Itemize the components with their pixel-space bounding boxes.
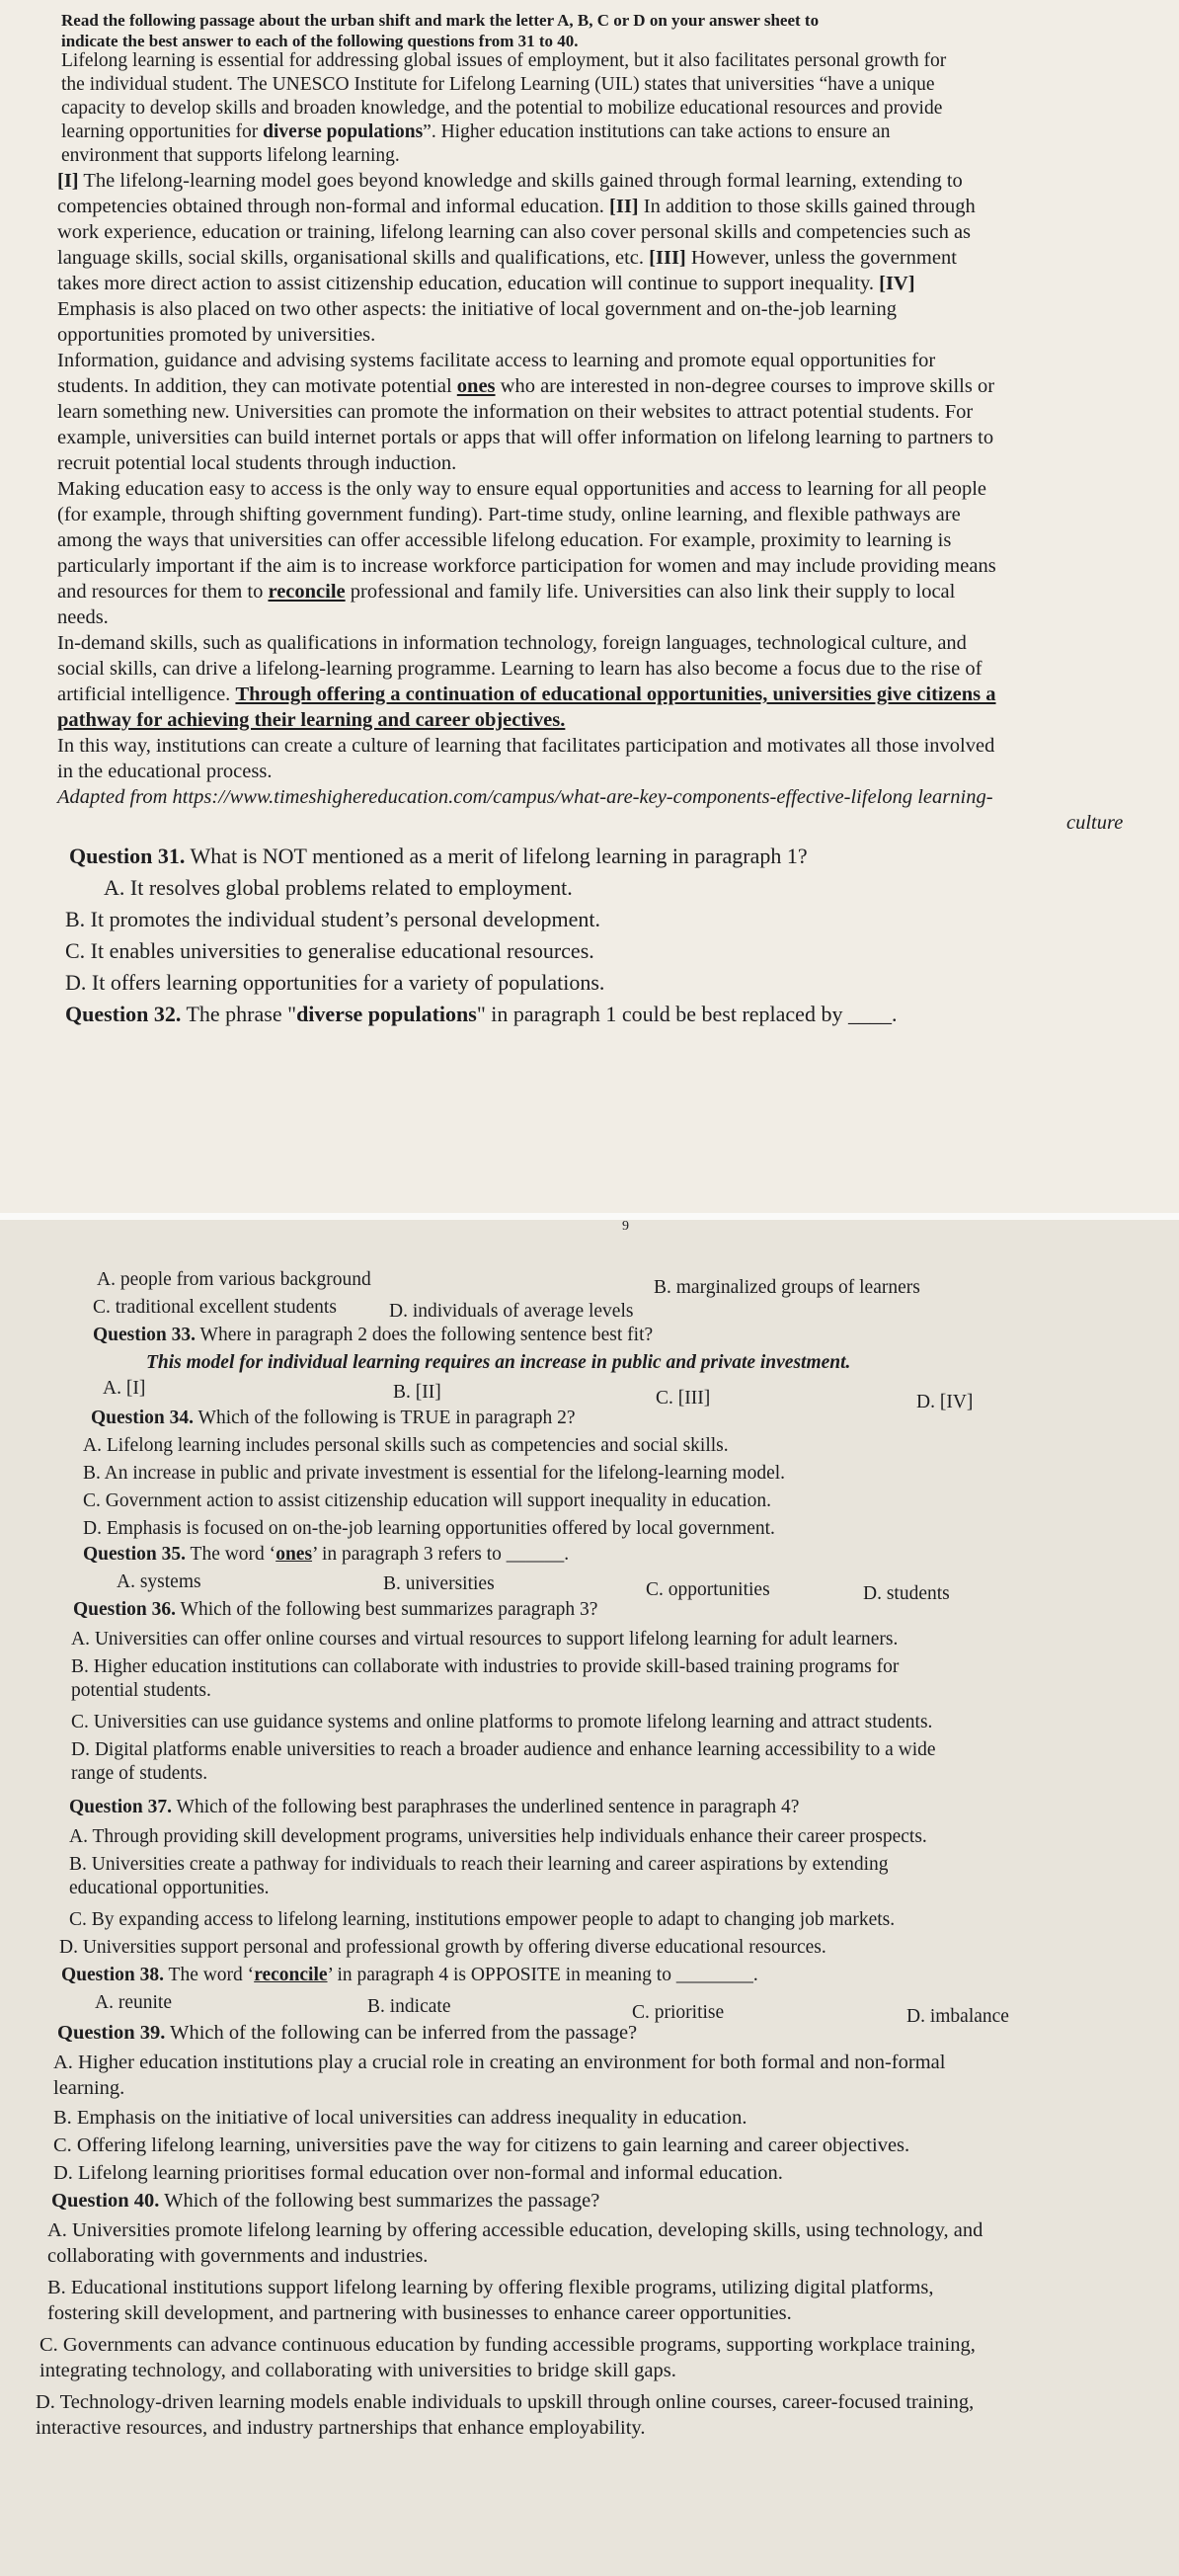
underlined-sentence: pathway for achieving their learning and career objectives. — [57, 709, 566, 731]
passage-line: In this way, institutions can create a culture of learning that facilitates participation and motivates all those involved — [57, 735, 995, 757]
question-stem: Question 31. What is NOT mentioned as a merit of lifelong learning in paragraph 1? — [69, 844, 808, 868]
passage-line: language skills, social skills, organisational skills and qualifications, etc. [III] However, unless the government — [57, 247, 957, 269]
reconcile-word: reconcile — [268, 581, 346, 603]
passage-line: environment that supports lifelong learning. — [61, 145, 400, 166]
option-d[interactable]: D. Technology-driven learning models enable individuals to upskill through online courses, career-focused training, — [36, 2391, 975, 2413]
option-a[interactable]: A. It resolves global problems related to employment. — [104, 875, 573, 900]
option-a[interactable]: A. Through providing skill development programs, universities help individuals enhance their career prospects. — [69, 1826, 927, 1847]
question-stem: Question 38. The word ‘reconcile’ in paragraph 4 is OPPOSITE in meaning to ________. — [61, 1965, 758, 1985]
option-c[interactable]: C. traditional excellent students — [93, 1297, 337, 1318]
passage-line: learning opportunities for diverse populations”. Higher education institutions can take actions to ensure an — [61, 121, 891, 142]
option-b[interactable]: B. universities — [383, 1573, 495, 1594]
passage-line: students. In addition, they can motivate potential ones who are interested in non-degree courses to improve skills or — [57, 375, 995, 397]
option-d-cont: interactive resources, and industry partnerships that enhance employability. — [36, 2417, 646, 2439]
option-a[interactable]: A. [I] — [103, 1378, 146, 1399]
passage-line: needs. — [57, 606, 109, 628]
option-d[interactable]: D. imbalance — [906, 2006, 1009, 2027]
option-c-cont: integrating technology, and collaborating with universities to bridge skill gaps. — [39, 2360, 676, 2381]
source-citation-end: culture — [1066, 812, 1124, 834]
option-d[interactable]: D. It offers learning opportunities for a variety of populations. — [65, 970, 605, 995]
question-32-stem: Question 32. The phrase "diverse populations" in paragraph 1 could be best replaced by ____. — [65, 1002, 898, 1026]
option-d[interactable]: D. individuals of average levels — [389, 1301, 634, 1322]
option-a-cont: collaborating with governments and industries. — [47, 2245, 429, 2267]
option-d[interactable]: D. [IV] — [916, 1392, 974, 1412]
passage-line: social skills, can drive a lifelong-learning programme. Learning to learn has also become a focus due to the rise of — [57, 658, 982, 680]
passage-line: (for example, through shifting government funding). Part-time study, online learning, and flexible pathways are — [57, 504, 961, 525]
passage-line: work experience, education or training, lifelong learning can also cover personal skills and competencies such as — [57, 221, 972, 243]
option-d[interactable]: D. students — [863, 1583, 950, 1604]
question-stem: Question 39. Which of the following can be inferred from the passage? — [57, 2022, 638, 2044]
passage-line: the individual student. The UNESCO Institute for Lifelong Learning (UIL) states that universities “have a unique — [61, 74, 935, 95]
option-b[interactable]: B. Universities create a pathway for individuals to reach their learning and career aspirations by extending — [69, 1854, 889, 1875]
page-top — [0, 0, 1179, 1220]
instruction-line: Read the following passage about the urban shift and mark the letter A, B, C or D on your answer sheet to — [61, 11, 820, 30]
passage-line: Lifelong learning is essential for addressing global issues of employment, but it also facilitates personal growth for — [61, 50, 947, 71]
option-b[interactable]: B. An increase in public and private investment is essential for the lifelong-learning model. — [83, 1463, 786, 1484]
passage-line: [I] The lifelong-learning model goes beyond knowledge and skills gained through formal learning, extending to — [57, 170, 963, 192]
passage-line: Information, guidance and advising systems facilitate access to learning and promote equal opportunities for — [57, 350, 936, 371]
ones-word: ones — [456, 375, 496, 397]
option-c[interactable]: C. opportunities — [646, 1579, 770, 1600]
passage-line: among the ways that universities can offer accessible lifelong education. For example, proximity to learning is — [57, 529, 952, 551]
passage-line: Making education easy to access is the only way to ensure equal opportunities and access to learning for all people — [57, 478, 986, 500]
page-number: 9 — [622, 1220, 629, 1234]
option-b[interactable]: B. Higher education institutions can collaborate with industries to provide skill-based training programs for — [71, 1656, 900, 1677]
option-d-cont: range of students. — [71, 1763, 208, 1784]
source-citation: Adapted from https://www.timeshighereducation.com/campus/what-are-key-components-effective-lifelong learning- — [57, 786, 993, 808]
question-stem: Question 33. Where in paragraph 2 does the following sentence best fit? — [93, 1325, 654, 1345]
passage-line: capacity to develop skills and broaden knowledge, and the potential to mobilize educational resources and provide — [61, 98, 943, 119]
option-b[interactable]: B. indicate — [367, 1996, 451, 2017]
option-a[interactable]: A. reunite — [95, 1992, 172, 2013]
option-a-cont: learning. — [53, 2077, 125, 2099]
option-c[interactable]: C. By expanding access to lifelong learning, institutions empower people to adapt to changing job markets. — [69, 1909, 896, 1930]
passage-line: takes more direct action to assist citizenship education, education will continue to support inequality. [IV] — [57, 273, 915, 294]
option-b[interactable]: B. [II] — [393, 1382, 441, 1403]
option-a[interactable]: A. people from various background — [97, 1269, 371, 1290]
option-a[interactable]: A. Universities can offer online courses and virtual resources to support lifelong learning for adult learners. — [71, 1629, 899, 1650]
passage-line: and resources for them to reconcile professional and family life. Universities can also link their supply to local — [57, 581, 956, 603]
passage-line: recruit potential local students through induction. — [57, 452, 457, 474]
option-d[interactable]: D. Universities support personal and professional growth by offering diverse educational resources. — [59, 1937, 826, 1958]
diverse-populations-phrase: diverse populations — [263, 121, 424, 142]
passage-line: example, universities can build internet portals or apps that will offer information on lifelong learning to partners to — [57, 427, 994, 448]
option-c[interactable]: C. prioritise — [632, 2002, 725, 2023]
option-d[interactable]: D. Emphasis is focused on on-the-job learning opportunities offered by local government. — [83, 1518, 775, 1539]
option-d[interactable]: D. Lifelong learning prioritises formal education over non-formal and informal education. — [53, 2162, 783, 2184]
passage-line: in the educational process. — [57, 761, 273, 782]
instruction-line: indicate the best answer to each of the following questions from 31 to 40. — [61, 32, 579, 50]
option-b[interactable]: B. Emphasis on the initiative of local universities can address inequality in education. — [53, 2107, 747, 2129]
passage-line: particularly important if the aim is to increase workforce participation for women and may include providing means — [57, 555, 996, 577]
insert-sentence: This model for individual learning requires an increase in public and private investment. — [146, 1352, 851, 1373]
option-b-cont: fostering skill development, and partnering with businesses to enhance career opportunities. — [47, 2302, 792, 2324]
option-b[interactable]: B. marginalized groups of learners — [654, 1277, 920, 1298]
question-stem: Question 36. Which of the following best summarizes paragraph 3? — [73, 1599, 598, 1620]
passage-line: competencies obtained through non-formal and informal education. [II] In addition to those skills gained through — [57, 196, 976, 217]
passage-line: In-demand skills, such as qualifications in information technology, foreign languages, technological culture, and — [57, 632, 967, 654]
option-d[interactable]: D. Digital platforms enable universities to reach a broader audience and enhance learning accessibility to a wide — [71, 1739, 936, 1760]
option-a[interactable]: A. Universities promote lifelong learning by offering accessible education, developing skills, using technology, and — [47, 2219, 983, 2241]
option-c[interactable]: C. Offering lifelong learning, universities pave the way for citizens to gain learning and career objectives. — [53, 2134, 910, 2156]
option-b-cont: educational opportunities. — [69, 1878, 270, 1898]
question-stem: Question 40. Which of the following best summarizes the passage? — [51, 2190, 600, 2212]
option-c[interactable]: C. Universities can use guidance systems and online platforms to promote lifelong learning and attract students. — [71, 1712, 933, 1732]
page-bottom — [0, 1220, 1179, 2576]
option-a[interactable]: A. Higher education institutions play a crucial role in creating an environment for both formal and non-formal — [53, 2052, 946, 2073]
option-c[interactable]: C. [III] — [656, 1388, 711, 1409]
underlined-sentence: Through offering a continuation of educational opportunities, universities give citizens a — [235, 684, 996, 705]
passage-line: opportunities promoted by universities. — [57, 324, 376, 346]
option-c[interactable]: C. Government action to assist citizenship education will support inequality in education. — [83, 1490, 771, 1511]
option-b[interactable]: B. It promotes the individual student’s personal development. — [65, 907, 600, 931]
question-stem: Question 34. Which of the following is TRUE in paragraph 2? — [91, 1408, 576, 1428]
option-a[interactable]: A. Lifelong learning includes personal skills such as competencies and social skills. — [83, 1435, 729, 1456]
option-b[interactable]: B. Educational institutions support lifelong learning by offering flexible programs, utilizing digital platforms, — [47, 2277, 934, 2298]
option-a[interactable]: A. systems — [117, 1571, 201, 1592]
option-c[interactable]: C. Governments can advance continuous education by funding accessible programs, supporting workplace training, — [39, 2334, 976, 2356]
option-c[interactable]: C. It enables universities to generalise educational resources. — [65, 938, 594, 963]
option-b-cont: potential students. — [71, 1680, 211, 1701]
question-stem: Question 37. Which of the following best paraphrases the underlined sentence in paragraph 4? — [69, 1797, 800, 1817]
passage-line: learn something new. Universities can promote the information on their websites to attract potential students. For — [57, 401, 974, 423]
passage-line: artificial intelligence. Through offering a continuation of educational opportunities, universities give citizens a — [57, 684, 996, 705]
passage-line: Emphasis is also placed on two other aspects: the initiative of local government and on-the-job learning — [57, 298, 897, 320]
question-stem: Question 35. The word ‘ones’ in paragraph 3 refers to ______. — [83, 1544, 570, 1565]
